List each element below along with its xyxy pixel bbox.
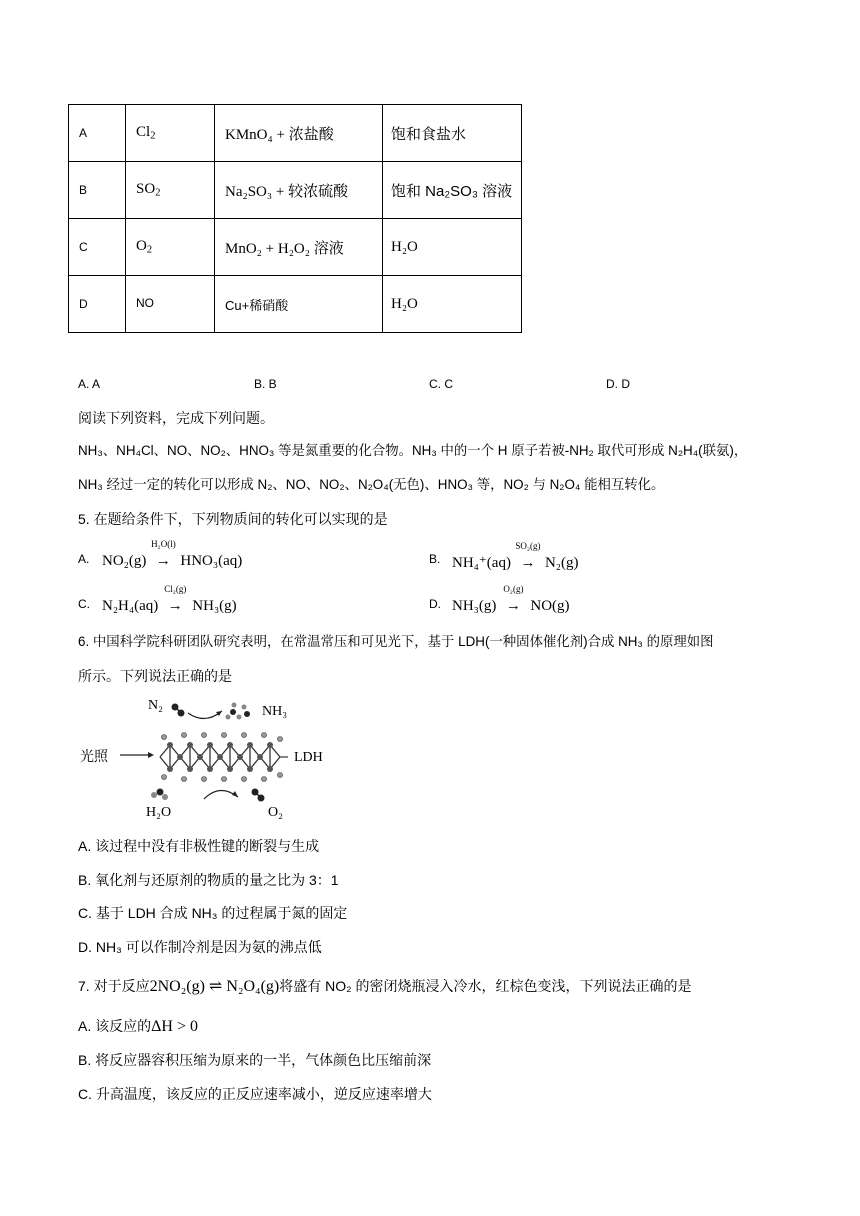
q6-stem-2: 所示。下列说法正确的是 — [78, 668, 232, 684]
q5-option-c-eq: N₂H₄(aq) Cl₂(g) → NH₃(g) — [102, 584, 237, 614]
ldh-figure — [80, 695, 350, 825]
fig-h2o-label: H₂O — [146, 805, 172, 820]
gas-prep-table — [68, 104, 522, 333]
fig-nh3-label: NH₃ — [262, 704, 288, 719]
reading-intro: 阅读下列资料，完成下列问题。 — [78, 410, 274, 426]
q5-option-d-eq: NH₃(g) O₂(g) → NO(g) — [452, 584, 570, 614]
q5-option-a-eq: NO₂(g) H₂O(l) → HNO₃(aq) — [102, 539, 243, 569]
q7-option-b: B. 将反应器容积压缩为原来的一半，气体颜色比压缩前深 — [78, 1052, 432, 1068]
q6-option-d: D. NH₃ 可以作制冷剂是因为氨的沸点低 — [78, 939, 322, 955]
q7-stem: 7. 对于反应2NO₂(g) ⇌ N₂O₄(g)将盛有 NO₂ 的密闭烧瓶浸入冷水，红棕色变浅，下列说法正确的是 — [78, 978, 692, 995]
reagent-cell: Na₂SO₃ + 较浓硫酸 — [215, 162, 383, 219]
reading-para-1: NH₃、NH₄Cl、NO、NO₂、HNO₃ 等是氮重要的化合物。NH₃ 中的一个 H 原子若被-NH₂ 取代可形成 N₂H₄(联氨)， — [78, 443, 748, 458]
q6-option-b: B. 氧化剂与还原剂的物质的量之比为 3：1 — [78, 872, 339, 888]
q6-option-c: C. 基于 LDH 合成 NH₃ 的过程属于氮的固定 — [78, 905, 348, 921]
reagent-cell: MnO₂ + H₂O₂ 溶液 — [215, 219, 383, 276]
reagent-cell: KMnO₄ + 浓盐酸 — [215, 105, 383, 162]
reagent-cell: Cu+稀硝酸 — [215, 276, 383, 333]
table-row — [69, 219, 522, 276]
table-row — [69, 276, 522, 333]
q7-option-c: C. 升高温度，该反应的正反应速率减小，逆反应速率增大 — [78, 1086, 432, 1102]
q6-option-a: A. 该过程中没有非极性键的断裂与生成 — [78, 838, 320, 854]
q4-option-c: C. C — [429, 377, 453, 391]
fig-o2-label: O₂ — [268, 805, 283, 820]
gas-cell: NO — [126, 276, 215, 333]
q5-option-d-label: D. — [429, 597, 441, 611]
q5-option-b-eq: NH₄⁺(aq) SO₂(g) → N₂(g) — [452, 541, 579, 571]
q4-option-b: B. B — [254, 377, 277, 391]
absorber-cell: 饱和 Na₂SO₃ 溶液 — [383, 162, 522, 219]
q4-option-d: D. D — [606, 377, 630, 391]
q5-option-b-label: B. — [429, 552, 441, 566]
q6-stem-1: 6. 中国科学院科研团队研究表明，在常温常压和可见光下，基于 LDH(一种固体催化剂)合成 NH₃ 的原理如图 — [78, 634, 714, 649]
absorber-cell: H₂O — [383, 276, 522, 333]
row-label: A — [69, 105, 126, 162]
gas-cell: $O_2$ — [126, 219, 215, 276]
q4-option-a: A. A — [78, 377, 101, 391]
absorber-cell: 饱和食盐水 — [383, 105, 522, 162]
q5-option-c-label: C. — [78, 597, 90, 611]
gas-cell: $SO_2$ — [126, 162, 215, 219]
fig-light-label: 光照 — [80, 748, 108, 764]
row-label: B — [69, 162, 126, 219]
fig-n2-label: N₂ — [148, 698, 163, 713]
q7-option-a: A. 该反应的ΔH > 0 — [78, 1018, 198, 1035]
q5-stem: 5. 在题给条件下，下列物质间的转化可以实现的是 — [78, 511, 388, 527]
fig-ldh-label: LDH — [294, 750, 323, 765]
table-row — [69, 105, 522, 162]
absorber-cell: H₂O — [383, 219, 522, 276]
table-row — [69, 162, 522, 219]
gas-cell: $Cl_2$ — [126, 105, 215, 162]
reading-para-2: NH₃ 经过一定的转化可以形成 N₂、NO、NO₂、N₂O₄(无色)、HNO₃ 等，NO₂ 与 N₂O₄ 能相互转化。 — [78, 477, 665, 492]
q5-option-a-label: A. — [78, 552, 90, 566]
row-label: D — [69, 276, 126, 333]
row-label: C — [69, 219, 126, 276]
